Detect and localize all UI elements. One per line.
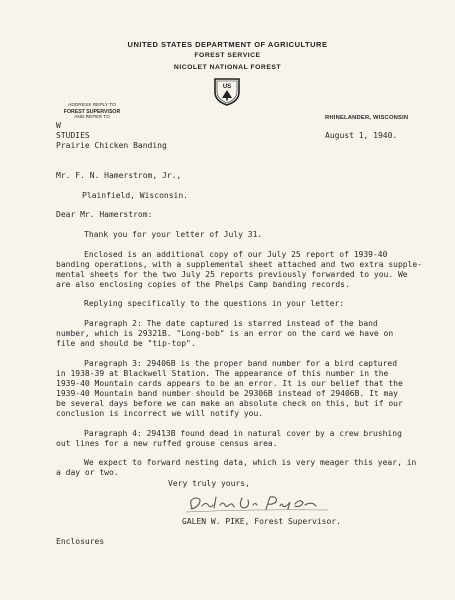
body-line: are also enclosing copies of the Phelps Camp banding records. xyxy=(56,280,350,289)
closing: Very truly yours, xyxy=(168,479,250,488)
body-line: Paragraph 2: The date captured is starred instead of the band xyxy=(84,319,378,328)
body-line: Replying specifically to the questions in your letter: xyxy=(84,299,345,308)
signer-name: GALEN W. PIKE, Forest Supervisor. xyxy=(182,517,341,526)
body-line: number, which is 29321B. "Long-bob" is an error on the card we have on xyxy=(56,329,394,338)
forest-service-shield-icon xyxy=(213,76,241,106)
refer-code: W xyxy=(56,121,61,130)
body-line: Enclosed is an additional copy of our July 25 report of 1939-40 xyxy=(84,250,388,259)
letterhead-service: FOREST SERVICE xyxy=(194,52,261,59)
body-line: conclusion is incorrect we will notify you. xyxy=(56,409,264,418)
salutation: Dear Mr. Hamerstrom: xyxy=(56,210,153,219)
body-line: mental sheets for the two July 25 reports previously forwarded to you. We xyxy=(56,270,408,279)
address-reply-line2: FOREST SUPERVISOR xyxy=(63,109,121,115)
recipient-name: Mr. F. N. Hamerstrom, Jr., xyxy=(56,171,182,180)
body-line: Thank you for your letter of July 31. xyxy=(84,230,263,239)
handwritten-signature xyxy=(182,493,334,515)
enclosures-note: Enclosures xyxy=(56,537,105,546)
body-line: banding operations, with a supplemental sheet attached and two extra supple- xyxy=(56,260,423,269)
body-line: out lines for a new ruffed grouse census area. xyxy=(56,439,278,448)
refer-subject: STUDIES xyxy=(56,131,90,140)
body-line: Paragraph 4: 29413B found dead in natural cover by a crew brushing xyxy=(84,429,402,438)
recipient-place: Plainfield, Wisconsin. xyxy=(82,191,188,200)
body-line: in 1938-39 at Blackwell Station. The appearance of this number in the xyxy=(56,369,389,378)
body-line: file and should be "tip-top". xyxy=(56,339,196,348)
letterhead-forest: NICOLET NATIONAL FOREST xyxy=(173,64,282,71)
body-line: Paragraph 3: 29406B is the proper band number for a bird captured xyxy=(84,359,398,368)
body-line: a day or two. xyxy=(56,468,119,477)
body-line: 1939-40 Mountain band number should be 29306B instead of 29406B. It may xyxy=(56,389,398,398)
body-line: We expect to forward nesting data, which is very meager this year, in xyxy=(84,458,417,467)
address-reply-line3: AND REFER TO xyxy=(74,115,110,120)
refer-subject-detail: Prairie Chicken Banding xyxy=(56,141,167,150)
letterhead-department: UNITED STATES DEPARTMENT OF AGRICULTURE xyxy=(127,40,328,49)
letter-date: August 1, 1940. xyxy=(325,131,398,140)
letterhead-location: RHINELANDER, WISCONSIN xyxy=(325,115,409,121)
address-reply-block xyxy=(52,103,132,121)
address-reply-line1: ADDRESS REPLY TO xyxy=(68,103,116,108)
body-line: be several days before we can make an absolute check on this, but if our xyxy=(56,399,403,408)
shield-seal-text: US xyxy=(222,84,232,90)
body-line: 1939-40 Mountain cards appears to be an error. It is our belief that the xyxy=(56,379,403,388)
